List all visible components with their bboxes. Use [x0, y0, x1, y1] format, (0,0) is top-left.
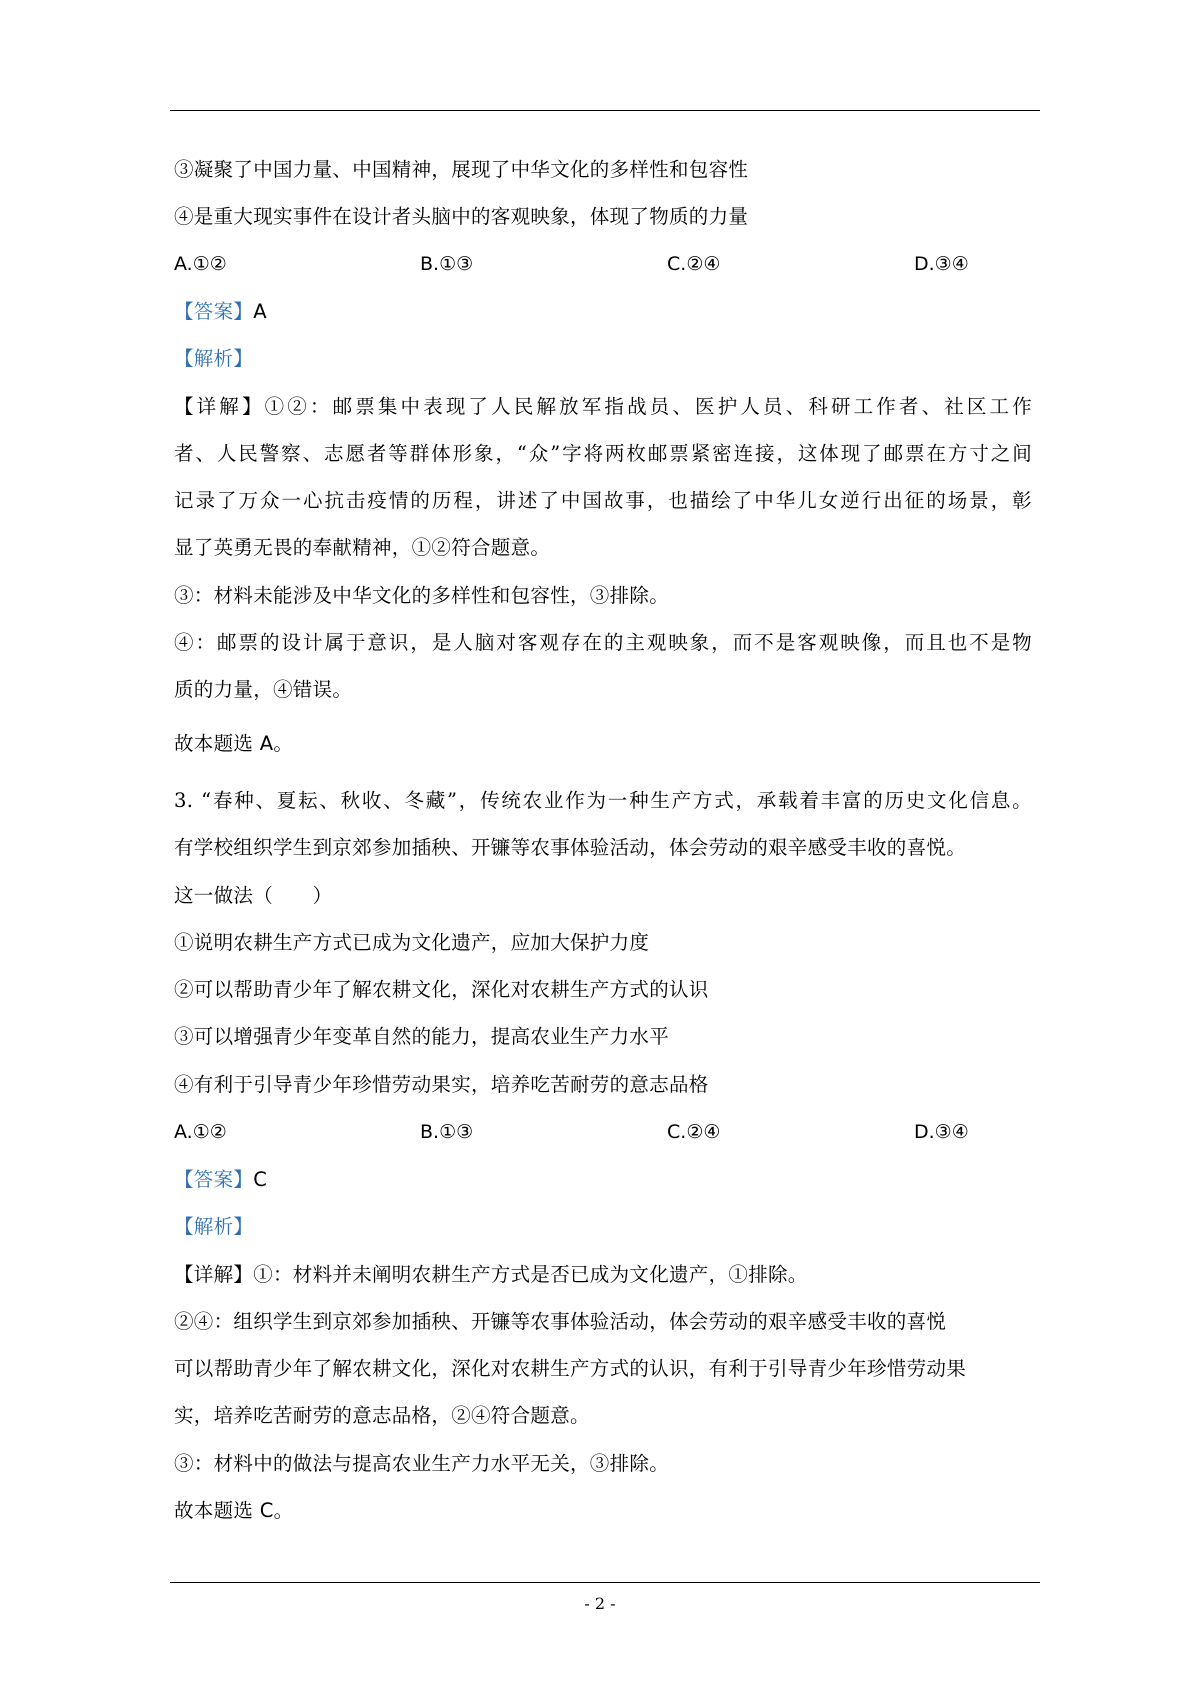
- q3-statement-1: ①说明农耕生产方式已成为文化遗产，应加大保护力度: [174, 931, 650, 954]
- header-rule: [170, 110, 1040, 111]
- q2-option-d: D.③④: [914, 253, 969, 275]
- q2-option-a: A.①②: [174, 253, 227, 275]
- q3-statement-3: ③可以增强青少年变革自然的能力，提高农业生产力水平: [174, 1025, 670, 1048]
- q2-detail-line-2: 者、人民警察、志愿者等群体形象，“众”字将两枚邮票紧密连接，这体现了邮票在方寸之间: [174, 442, 1032, 465]
- q3-stem-line-3: 这一做法（ ）: [174, 884, 333, 907]
- q3-detail-24-line-3: 实，培养吃苦耐劳的意志品格，②④符合题意。: [174, 1404, 590, 1427]
- q2-detail-3: ③：材料未能涉及中华文化的多样性和包容性，③排除。: [174, 584, 670, 607]
- q3-conclusion: 故本题选 C。: [174, 1499, 294, 1522]
- q2-answer-value: A: [253, 300, 267, 323]
- q3-detail-24-line-1: ②④：组织学生到京郊参加插秧、开镰等农事体验活动，体会劳动的艰辛感受丰收的喜悦: [174, 1310, 947, 1333]
- q2-detail-line-3: 记录了万众一心抗击疫情的历程，讲述了中国故事，也描绘了中华儿女逆行出征的场景，彰: [174, 489, 1032, 512]
- page-number: - 2 -: [584, 1594, 616, 1613]
- q2-detail-4-line-1: ④：邮票的设计属于意识，是人脑对客观存在的主观映象，而不是客观映像，而且也不是物: [174, 631, 1032, 654]
- q3-statement-4: ④有利于引导青少年珍惜劳动果实，培养吃苦耐劳的意志品格: [174, 1073, 709, 1096]
- q3-detail-1: 【详解】①：材料并未阐明农耕生产方式是否已成为文化遗产，①排除。: [174, 1263, 808, 1286]
- q3-stem-line-1: 3. “春种、夏耘、秋收、冬藏”，传统农业作为一种生产方式，承载着丰富的历史文化信息。: [174, 789, 1032, 812]
- q3-option-c: C.②④: [667, 1121, 721, 1143]
- q3-detail-3: ③：材料中的做法与提高农业生产力水平无关，③排除。: [174, 1452, 670, 1475]
- q2-answer: [174, 298, 267, 326]
- q3-answer: [174, 1166, 267, 1194]
- q3-answer-label: 【答案】: [174, 1168, 254, 1191]
- q3-option-b: B.①③: [420, 1121, 474, 1143]
- q2-conclusion: 故本题选 A。: [174, 732, 294, 755]
- q2-option-c: C.②④: [667, 253, 721, 275]
- q3-statement-2: ②可以帮助青少年了解农耕文化，深化对农耕生产方式的认识: [174, 978, 709, 1001]
- q2-detail-line-4: 显了英勇无畏的奉献精神，①②符合题意。: [174, 536, 551, 559]
- q3-stem-line-2: 有学校组织学生到京郊参加插秧、开镰等农事体验活动，体会劳动的艰辛感受丰收的喜悦。: [174, 836, 967, 859]
- q2-analysis-label: 【解析】: [174, 347, 254, 370]
- q2-detail-label: 【详解】: [174, 395, 265, 418]
- q3-detail-label: 【详解】: [174, 1263, 254, 1286]
- q3-option-d: D.③④: [914, 1121, 969, 1143]
- q2-option-b: B.①③: [420, 253, 474, 275]
- q3-answer-value: C: [253, 1168, 268, 1191]
- q2-answer-label: 【答案】: [174, 300, 254, 323]
- q2-statement-3: ③凝聚了中国力量、中国精神，展现了中华文化的多样性和包容性: [174, 158, 749, 181]
- q3-option-a: A.①②: [174, 1121, 227, 1143]
- q3-detail-24-line-2: 可以帮助青少年了解农耕文化，深化对农耕生产方式的认识，有利于引导青少年珍惜劳动果: [174, 1357, 967, 1380]
- q2-detail-4-line-2: 质的力量，④错误。: [174, 678, 353, 701]
- q2-statement-4: ④是重大现实事件在设计者头脑中的客观映象，体现了物质的力量: [174, 205, 749, 228]
- footer-rule: [170, 1582, 1040, 1583]
- q2-detail-line-1: 【详解】①②：邮票集中表现了人民解放军指战员、医护人员、科研工作者、社区工作: [174, 395, 1033, 418]
- q3-analysis-label: 【解析】: [174, 1215, 254, 1238]
